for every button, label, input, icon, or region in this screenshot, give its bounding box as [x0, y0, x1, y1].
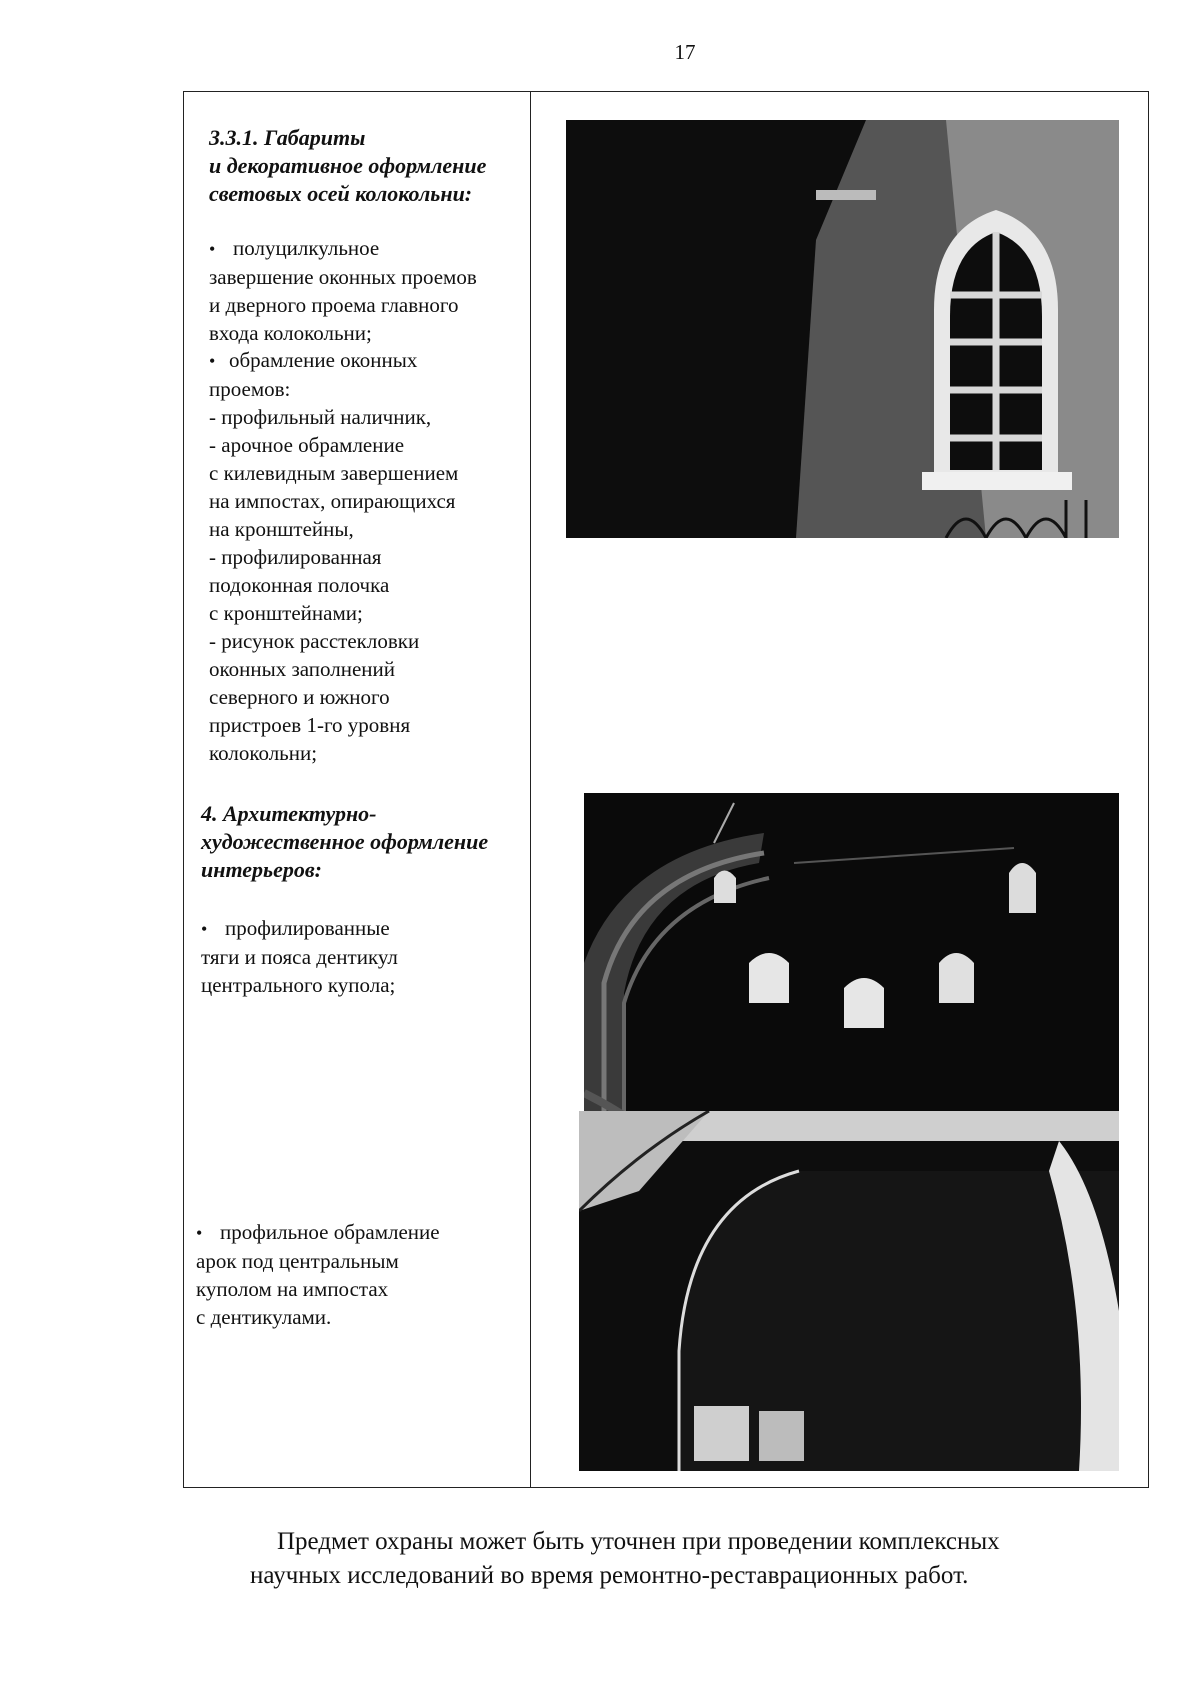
bullet-icon: • — [196, 1223, 203, 1243]
item-line: с кронштейнами; — [209, 601, 363, 625]
item-line: с килевидным завершением — [209, 461, 459, 485]
item-line: профилированные — [225, 916, 390, 940]
photo-bell-tower-window — [566, 120, 1119, 538]
item-line: подоконная полочка — [209, 573, 390, 597]
item-line: оконных заполнений — [209, 657, 396, 681]
bullet-icon: • — [201, 919, 208, 939]
item-line: на импостах, опирающихся — [209, 489, 456, 513]
window-exterior-illustration — [566, 120, 1119, 538]
item-line: центрального купола; — [201, 973, 396, 997]
item-line: арок под центральным — [196, 1249, 399, 1273]
section-331-heading: 3.3.1. Габариты и декоративное оформление световых осей колокольни: — [209, 125, 487, 206]
section-4-heading: 4. Архитектурно- художественное оформление интерьеров: — [201, 801, 489, 882]
photo-dome-arches — [579, 1111, 1119, 1471]
bullet-icon: • — [209, 239, 216, 259]
item-line: входа колокольни; — [209, 321, 372, 345]
section-331-item-2 — [209, 346, 458, 767]
item-line: тяги и пояса дентикул — [201, 945, 398, 969]
footer-line: научных исследований во время ремонтно-реставрационных работ. — [250, 1562, 969, 1589]
item-line: полуцилкульное — [233, 236, 380, 260]
item-line: колокольни; — [209, 741, 318, 765]
page-number: 17 — [674, 40, 696, 64]
item-line: - профилированная — [209, 545, 382, 569]
item-line: завершение оконных проемов — [209, 265, 477, 289]
section-331-item-1 — [209, 234, 477, 347]
section-4-item-1 — [201, 914, 398, 999]
item-line: куполом на импостах — [196, 1277, 389, 1301]
item-line: проемов: — [209, 377, 291, 401]
arches-interior-illustration — [579, 1111, 1119, 1471]
bullet-icon: • — [209, 351, 216, 371]
item-line: и дверного проема главного — [209, 293, 459, 317]
content-table — [183, 91, 1149, 1488]
item-line: пристроев 1-го уровня — [209, 713, 411, 737]
item-line: - профильный наличник, — [209, 405, 432, 429]
item-line: на кронштейны, — [209, 517, 354, 541]
item-line: - арочное обрамление — [209, 433, 405, 457]
item-line: - рисунок расстекловки — [209, 629, 420, 653]
column-divider — [530, 92, 531, 1487]
item-line: северного и южного — [209, 685, 390, 709]
footer-note — [250, 1525, 1150, 1593]
text-column — [184, 92, 530, 1487]
section-4-item-2 — [196, 1218, 440, 1331]
item-line: обрамление оконных — [229, 348, 418, 372]
item-line: с дентикулами. — [196, 1305, 332, 1329]
item-line: профильное обрамление — [220, 1220, 440, 1244]
footer-line: Предмет охраны может быть уточнен при проведении комплексных — [277, 1528, 1000, 1555]
